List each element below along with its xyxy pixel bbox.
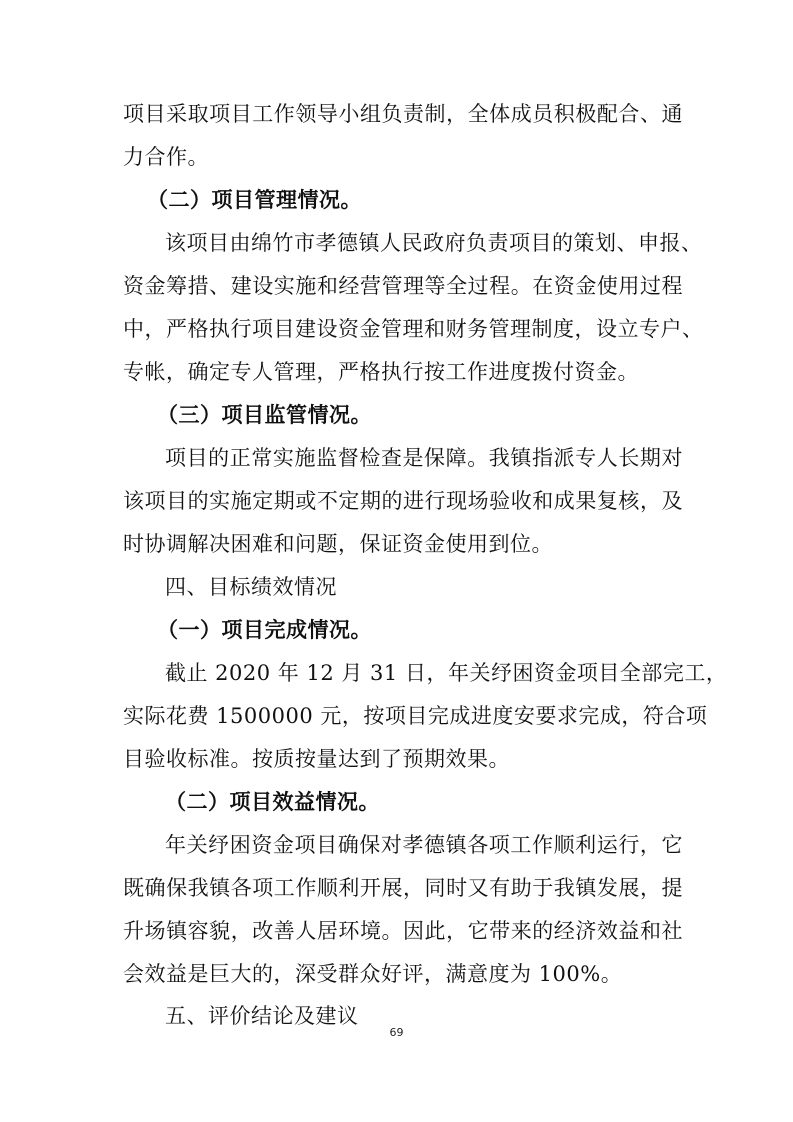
paragraph-line: 资金筹措、建设实施和经营管理等全过程。在资金使用过程: [123, 274, 683, 298]
subheading-project-completion: （一）项目完成情况。: [157, 618, 372, 642]
paragraph-line: 升场镇容貌，改善人居环境。因此，它带来的经济效益和社: [123, 919, 683, 943]
paragraph-line: 专帐，确定专人管理，严格执行按工作进度拨付资金。: [123, 360, 639, 384]
paragraph-line: 截止 2020 年 12 月 31 日，年关纾困资金项目全部完工，: [165, 661, 728, 685]
paragraph-line: 目验收标准。按质按量达到了预期效果。: [123, 747, 510, 771]
paragraph-line: 项目的正常实施监督检查是保障。我镇指派专人长期对: [165, 446, 683, 470]
paragraph-line: 实际花费 1500000 元，按项目完成进度安要求完成，符合项: [123, 704, 708, 728]
paragraph-line: 时协调解决困难和问题，保证资金使用到位。: [123, 532, 553, 556]
subheading-project-supervision: （三）项目监管情况。: [157, 403, 372, 427]
page-number: 69: [389, 1026, 404, 1039]
subheading-project-management: （二）项目管理情况。: [147, 188, 362, 212]
section-heading-5: 五、评价结论及建议: [165, 1004, 359, 1028]
paragraph-line: 项目采取项目工作领导小组负责制，全体成员积极配合、通: [123, 102, 683, 126]
paragraph-line: 既确保我镇各项工作顺利开展，同时又有助于我镇发展，提: [123, 876, 683, 900]
paragraph-line: 会效益是巨大的，深受群众好评，满意度为 100%。: [123, 962, 623, 986]
paragraph-line: 力合作。: [123, 145, 209, 169]
section-heading-4: 四、目标绩效情况: [165, 575, 337, 599]
paragraph-line: 年关纾困资金项目确保对孝德镇各项工作顺利运行，它: [165, 833, 683, 857]
paragraph-line: 该项目的实施定期或不定期的进行现场验收和成果复核，及: [123, 489, 683, 513]
paragraph-line: 该项目由绵竹市孝德镇人民政府负责项目的策划、申报、: [165, 231, 703, 255]
subheading-project-benefit: （二）项目效益情况。: [165, 790, 380, 814]
paragraph-line: 中，严格执行项目建设资金管理和财务管理制度，设立专户、: [123, 317, 704, 341]
